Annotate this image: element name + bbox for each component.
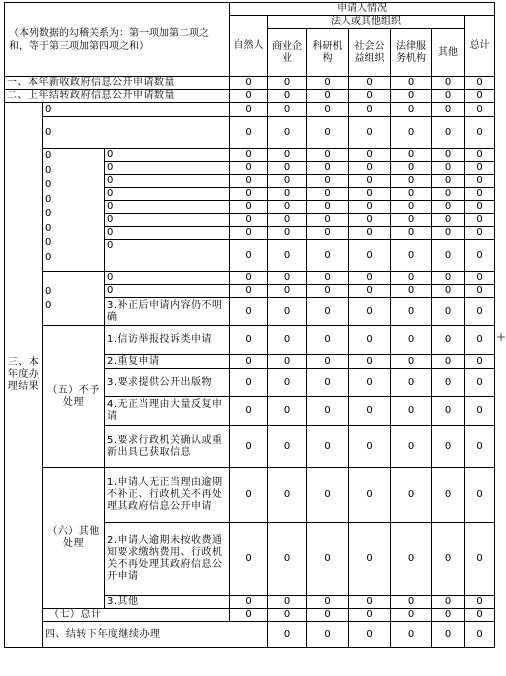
cell-value: 0	[307, 622, 349, 648]
cell-value: 0	[391, 622, 432, 648]
row-label-sub5: （五）不予处理	[43, 326, 105, 468]
cell-value: 0	[432, 149, 465, 162]
col-other: 其他	[432, 29, 465, 77]
sub3-line: 0	[45, 237, 52, 248]
cell-value: 0	[391, 175, 432, 188]
cell-value: 0	[391, 272, 432, 285]
row-label-item: 3.补正后申请内容仍不明确	[105, 298, 230, 326]
cell-value: 0	[391, 227, 432, 240]
cell-value: 0	[307, 326, 349, 355]
cell-value: 0	[268, 90, 307, 103]
cell-value: 0	[307, 214, 349, 227]
cell-value: 0	[349, 609, 391, 622]
cell-value: 0	[230, 609, 268, 622]
cell-value: 0	[307, 117, 349, 149]
sub3-line: 0	[45, 179, 52, 190]
table-row	[5, 609, 495, 622]
row-label-item: 0	[105, 214, 230, 227]
row-label-item: 0	[105, 201, 230, 214]
cell-value: 0	[307, 90, 349, 103]
cell-value: 0	[307, 355, 349, 369]
cell-value: 0	[307, 188, 349, 201]
row-label-carry-forward: 四、结转下年度继续办理	[43, 622, 268, 648]
row-label-item: 3.其他	[105, 596, 230, 609]
cell-value: 0	[268, 609, 307, 622]
cell-value: 0	[307, 77, 349, 90]
cell-value: 0	[268, 149, 307, 162]
cell-value: 0	[465, 596, 495, 609]
row-label-item: 0	[105, 240, 230, 272]
cell-value: 0	[465, 272, 495, 285]
cell-value: 0	[465, 397, 495, 426]
cell-value: 0	[465, 523, 495, 596]
cell-value: 0	[391, 523, 432, 596]
row-label-sub7-total: （七）总计	[43, 609, 230, 622]
cell-value: 0	[307, 149, 349, 162]
cell-value: 0	[268, 272, 307, 285]
cell-value: 0	[307, 201, 349, 214]
cell-value: 0	[465, 298, 495, 326]
cell-value: 0	[268, 77, 307, 90]
cell-value: 0	[391, 201, 432, 214]
sub3-line: 0	[45, 164, 52, 176]
cell-value: 0	[230, 397, 268, 426]
cell-value: 0	[307, 523, 349, 596]
row-label-item: 5.要求行政机关确认或重新出具已获取信息	[105, 426, 230, 468]
cell-value: 0	[349, 285, 391, 298]
cell-value: 0	[349, 298, 391, 326]
cell-value: 0	[349, 77, 391, 90]
row-label-item: 4.无正当理由大量反复申请	[105, 397, 230, 426]
cell-value: 0	[391, 188, 432, 201]
cell-value: 0	[391, 162, 432, 175]
row-label-carryover-requests: 二、上年结转政府信息公开申请数量	[5, 90, 230, 103]
cell-value: 0	[307, 175, 349, 188]
cell-value: 0	[230, 355, 268, 369]
cell-value: 0	[391, 285, 432, 298]
row-label-item: 0	[105, 188, 230, 201]
cell-value: 0	[391, 77, 432, 90]
header-note: （本列数据的勾稽关系为：第一项加第二项之和，等于第三项加第四项之和）	[5, 3, 230, 77]
cell-value: 0	[391, 117, 432, 149]
cell-value: 0	[432, 468, 465, 523]
cell-value: 0	[432, 426, 465, 468]
cell-value: 0	[268, 622, 307, 648]
cell-value: 0	[391, 298, 432, 326]
cell-value: 0	[391, 355, 432, 369]
header-row-1	[5, 3, 495, 16]
cell-value: 0	[432, 285, 465, 298]
table-row	[5, 90, 495, 103]
cell-value: 0	[465, 227, 495, 240]
row-label-sub2: 0	[43, 117, 230, 149]
cell-value: 0	[268, 468, 307, 523]
cell-value: 0	[268, 162, 307, 175]
cell-value: 0	[268, 285, 307, 298]
cell-value: 0	[307, 298, 349, 326]
table-row	[5, 149, 495, 162]
cell-value: 0	[268, 298, 307, 326]
cell-value: 0	[391, 609, 432, 622]
cell-value: 0	[465, 285, 495, 298]
sub3-line: 0	[45, 208, 52, 219]
cell-value: 0	[432, 609, 465, 622]
cell-value: 0	[349, 117, 391, 149]
table-row	[5, 326, 495, 355]
cell-value: 0	[230, 596, 268, 609]
row-label-item: 0	[105, 175, 230, 188]
cell-value: 0	[432, 240, 465, 272]
cell-value: 0	[391, 214, 432, 227]
row-label-sub3	[43, 149, 105, 272]
row-label-sub6: （六）其他处理	[43, 468, 105, 609]
cell-value: 0	[230, 468, 268, 523]
cell-value: 0	[230, 188, 268, 201]
cell-value: 0	[349, 397, 391, 426]
cell-value: 0	[268, 369, 307, 397]
cell-value: 0	[230, 285, 268, 298]
cell-value: 0	[432, 272, 465, 285]
cell-value: 0	[230, 326, 268, 355]
cell-value: 0	[268, 397, 307, 426]
table-row	[5, 77, 495, 90]
row-label-item: 2.申请人逾期未按收费通知要求缴纳费用、行政机关不再处理其政府信息公开申请	[105, 523, 230, 596]
cell-value: 0	[349, 240, 391, 272]
cell-value: 0	[349, 162, 391, 175]
cell-value: 0	[307, 103, 349, 117]
cell-value: 0	[230, 103, 268, 117]
cell-value: 0	[230, 227, 268, 240]
cell-value: 0	[465, 117, 495, 149]
cell-value: 0	[268, 201, 307, 214]
cell-value: 0	[230, 298, 268, 326]
cell-value: 0	[432, 214, 465, 227]
row-label-item: 0	[105, 285, 230, 298]
cell-value: 0	[268, 214, 307, 227]
table-row	[5, 117, 495, 149]
col-public-welfare: 社会公益组织	[349, 29, 391, 77]
cell-value: 0	[432, 103, 465, 117]
cell-value: 0	[230, 175, 268, 188]
cell-value: 0	[268, 227, 307, 240]
cell-value: 0	[349, 175, 391, 188]
cell-value: 0	[432, 326, 465, 355]
table-row	[5, 468, 495, 523]
cell-value: 0	[268, 103, 307, 117]
cell-value: 0	[268, 175, 307, 188]
cell-value: 0	[230, 369, 268, 397]
cell-value: 0	[391, 103, 432, 117]
col-commercial: 商业企业	[268, 29, 307, 77]
cell-value: 0	[230, 240, 268, 272]
cell-value: 0	[465, 468, 495, 523]
cell-value: 0	[230, 149, 268, 162]
cell-value: 0	[432, 188, 465, 201]
col-total: 总计	[465, 16, 495, 77]
cell-value: 0	[230, 214, 268, 227]
cell-value: 0	[432, 77, 465, 90]
row-label-item: 0	[105, 162, 230, 175]
cell-value: 0	[465, 149, 495, 162]
cell-value: 0	[391, 90, 432, 103]
sub4-line: 0	[45, 285, 52, 297]
row-label-item: 0	[105, 149, 230, 162]
cell-value: 0	[268, 326, 307, 355]
cell-value: 0	[465, 162, 495, 175]
cell-value: 0	[432, 369, 465, 397]
row-label-item: 0	[105, 272, 230, 285]
cell-value: 0	[391, 149, 432, 162]
cell-value: 0	[391, 596, 432, 609]
cell-value: 0	[230, 162, 268, 175]
cell-value: 0	[349, 369, 391, 397]
col-legal-service: 法律服务机构	[391, 29, 432, 77]
cell-value: 0	[465, 214, 495, 227]
cell-value: 0	[391, 369, 432, 397]
cell-value: 0	[432, 90, 465, 103]
table-row	[5, 103, 495, 117]
cell-value: 0	[268, 426, 307, 468]
row-label-item: 1.申请人无正当理由逾期不补正、行政机关不再处理其政府信息公开申请	[105, 468, 230, 523]
cell-value: 0	[349, 355, 391, 369]
row-label-sub1: 0	[43, 103, 230, 117]
cell-value: 0	[432, 596, 465, 609]
legal-org-group-title: 法人或其他组织	[268, 16, 465, 29]
cell-value: 0	[432, 227, 465, 240]
page-edge-marker: +	[495, 330, 506, 344]
cell-value: 0	[465, 369, 495, 397]
cell-value: 0	[349, 596, 391, 609]
cell-value: 0	[307, 272, 349, 285]
cell-value: 0	[432, 355, 465, 369]
row-label-new-requests: 一、本年新收政府信息公开申请数量	[5, 77, 230, 90]
cell-value: 0	[268, 523, 307, 596]
cell-value: 0	[391, 326, 432, 355]
row-label-item: 2.重复申请	[105, 355, 230, 369]
cell-value: 0	[230, 77, 268, 90]
cell-value: 0	[307, 609, 349, 622]
statistics-table	[4, 2, 495, 648]
table-row	[5, 272, 495, 285]
cell-value: 0	[349, 272, 391, 285]
sub3-line: 0	[45, 251, 52, 263]
cell-value: 0	[432, 201, 465, 214]
cell-value: 0	[349, 468, 391, 523]
cell-value: 0	[465, 201, 495, 214]
sub3-line: 0	[45, 193, 52, 205]
sub4-line: 0	[45, 299, 52, 311]
cell-value: 0	[465, 188, 495, 201]
cell-value: 0	[432, 523, 465, 596]
cell-value: 0	[230, 426, 268, 468]
cell-value: 0	[307, 397, 349, 426]
col-natural-person: 自然人	[230, 16, 268, 77]
cell-value: 0	[307, 162, 349, 175]
cell-value: 0	[349, 201, 391, 214]
cell-value: 0	[268, 355, 307, 369]
cell-value: 0	[391, 426, 432, 468]
cell-value: 0	[307, 596, 349, 609]
sub3-line: 0	[45, 222, 52, 234]
cell-value: 0	[307, 426, 349, 468]
cell-value: 0	[432, 622, 465, 648]
cell-value: 0	[349, 622, 391, 648]
cell-value: 0	[307, 285, 349, 298]
col-research: 科研机构	[307, 29, 349, 77]
cell-value: 0	[349, 326, 391, 355]
cell-value: 0	[432, 117, 465, 149]
cell-value: 0	[230, 90, 268, 103]
row-label-item: 3.要求提供公开出版物	[105, 369, 230, 397]
cell-value: 0	[307, 369, 349, 397]
cell-value: 0	[465, 240, 495, 272]
row-label-sub4	[43, 272, 105, 326]
table-row	[5, 622, 495, 648]
cell-value: 0	[307, 468, 349, 523]
row-label-item: 1.信访举报投诉类申请	[105, 326, 230, 355]
cell-value: 0	[349, 103, 391, 117]
cell-value: 0	[349, 214, 391, 227]
cell-value: 0	[230, 201, 268, 214]
row-label-results: 三、本年度办理结果	[5, 103, 43, 648]
cell-value: 0	[391, 397, 432, 426]
cell-value: 0	[230, 523, 268, 596]
row-label-item: 0	[105, 227, 230, 240]
cell-value: 0	[268, 188, 307, 201]
cell-value: 0	[465, 175, 495, 188]
cell-value: 0	[391, 240, 432, 272]
cell-value: 0	[230, 272, 268, 285]
cell-value: 0	[432, 397, 465, 426]
cell-value: 0	[268, 240, 307, 272]
cell-value: 0	[349, 426, 391, 468]
cell-value: 0	[432, 162, 465, 175]
cell-value: 0	[230, 117, 268, 149]
cell-value: 0	[465, 426, 495, 468]
cell-value: 0	[432, 298, 465, 326]
cell-value: 0	[391, 468, 432, 523]
cell-value: 0	[465, 103, 495, 117]
applicant-group-title: 申请人情况	[230, 3, 495, 16]
sub3-line: 0	[45, 150, 52, 161]
cell-value: 0	[465, 355, 495, 369]
cell-value: 0	[465, 622, 495, 648]
cell-value: 0	[349, 523, 391, 596]
cell-value: 0	[432, 175, 465, 188]
cell-value: 0	[349, 149, 391, 162]
cell-value: 0	[465, 609, 495, 622]
cell-value: 0	[465, 90, 495, 103]
cell-value: 0	[307, 240, 349, 272]
cell-value: 0	[268, 117, 307, 149]
cell-value: 0	[307, 227, 349, 240]
cell-value: 0	[268, 596, 307, 609]
cell-value: 0	[349, 90, 391, 103]
cell-value: 0	[349, 188, 391, 201]
cell-value: 0	[465, 326, 495, 355]
cell-value: 0	[349, 227, 391, 240]
cell-value: 0	[465, 77, 495, 90]
